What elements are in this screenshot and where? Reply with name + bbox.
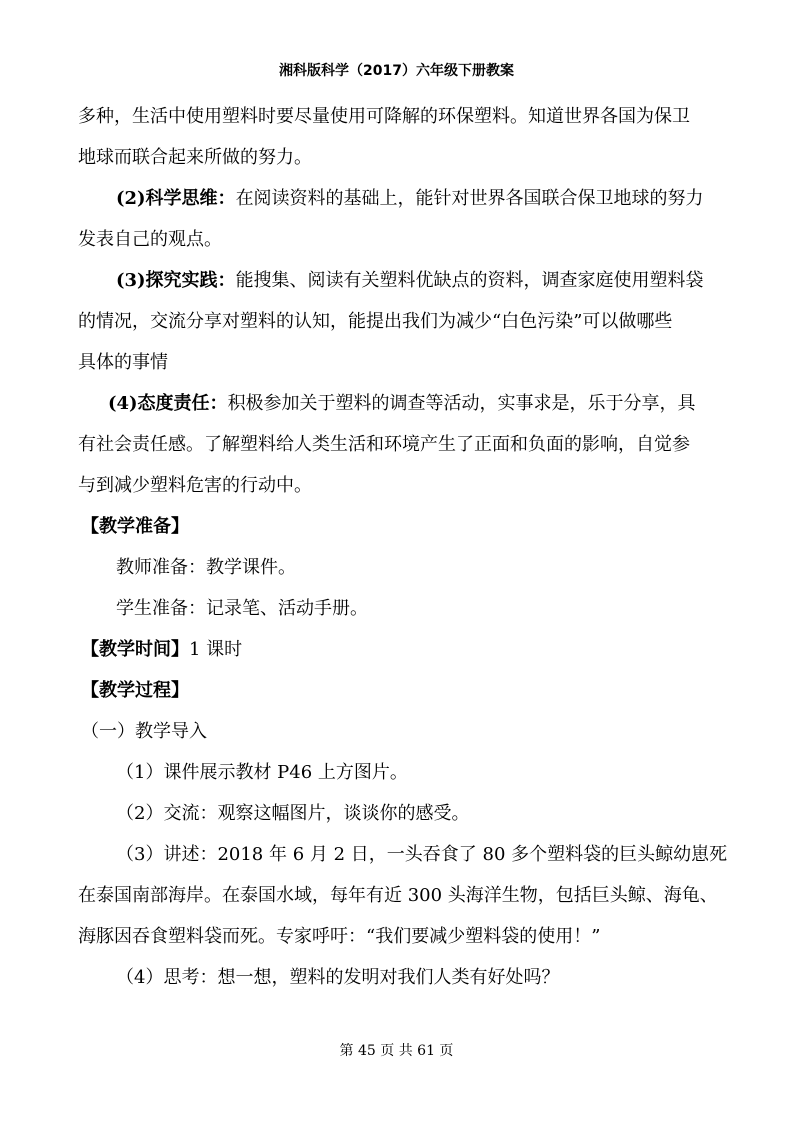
page-number: 第 45 页 共 61 页 — [339, 1043, 454, 1059]
objective-line: 地球而联合起来所做的努力。 — [78, 147, 312, 168]
process-step: （3）讲述：2018 年 6 月 2 日，一头吞食了 80 多个塑料袋的巨头鲸幼崽死 — [116, 844, 728, 865]
section-heading: （一）教学导入 — [81, 721, 207, 742]
objective-thinking — [78, 178, 718, 219]
objective-line: 具体的事情 — [78, 352, 168, 373]
process-step: （1）课件展示教材 P46 上方图片。 — [116, 762, 408, 783]
document-header: 湘科版科学（2017）六年级下册教案 — [279, 63, 514, 79]
attitude-text: 积极参加关于塑料的调查等活动，实事求是，乐于分享，具 — [227, 393, 696, 414]
time-heading: 【教学时间】 — [81, 639, 189, 660]
thinking-text: 在阅读资料的基础上，能针对世界各国联合保卫地球的努力 — [235, 188, 704, 209]
objective-line: 有社会责任感。了解塑料给人类生活和环境产生了正面和负面的影响，自觉参 — [78, 434, 690, 455]
practice-label: (3)探究实践： — [116, 270, 236, 291]
objective-line: 与到减少塑料危害的行动中。 — [78, 475, 312, 496]
thinking-label: (2)科学思维： — [116, 188, 236, 209]
preparation-heading: 【教学准备】 — [81, 516, 189, 537]
objective-attitude — [78, 383, 718, 424]
student-preparation: 学生准备：记录笔、活动手册。 — [116, 598, 368, 619]
time-value: 1 课时 — [189, 639, 243, 660]
objective-practice — [78, 260, 718, 301]
process-step-line: 海豚因吞食塑料袋而死。专家呼吁：“我们要减少塑料袋的使用！” — [78, 926, 601, 947]
objective-line: 的情况，交流分享对塑料的认知，能提出我们为减少“白色污染”可以做哪些 — [78, 311, 673, 332]
objective-line: 发表自己的观点。 — [78, 229, 222, 250]
teacher-preparation: 教师准备：教学课件。 — [116, 557, 296, 578]
process-step-line: 在泰国南部海岸。在泰国水域，每年有近 300 头海洋生物，包括巨头鲸、海龟、 — [78, 885, 718, 906]
process-step: （2）交流：观察这幅图片，谈谈你的感受。 — [116, 803, 470, 824]
objective-line: 多种，生活中使用塑料时要尽量使用可降解的环保塑料。知道世界各国为保卫 — [78, 106, 690, 127]
document-body — [78, 96, 728, 998]
process-step: （4）思考：想一想，塑料的发明对我们人类有好处吗？ — [116, 967, 560, 988]
practice-text: 能搜集、阅读有关塑料优缺点的资料，调查家庭使用塑料袋 — [235, 270, 704, 291]
process-heading: 【教学过程】 — [81, 680, 189, 701]
teaching-time — [78, 629, 718, 670]
attitude-label: (4)态度责任： — [108, 393, 228, 414]
